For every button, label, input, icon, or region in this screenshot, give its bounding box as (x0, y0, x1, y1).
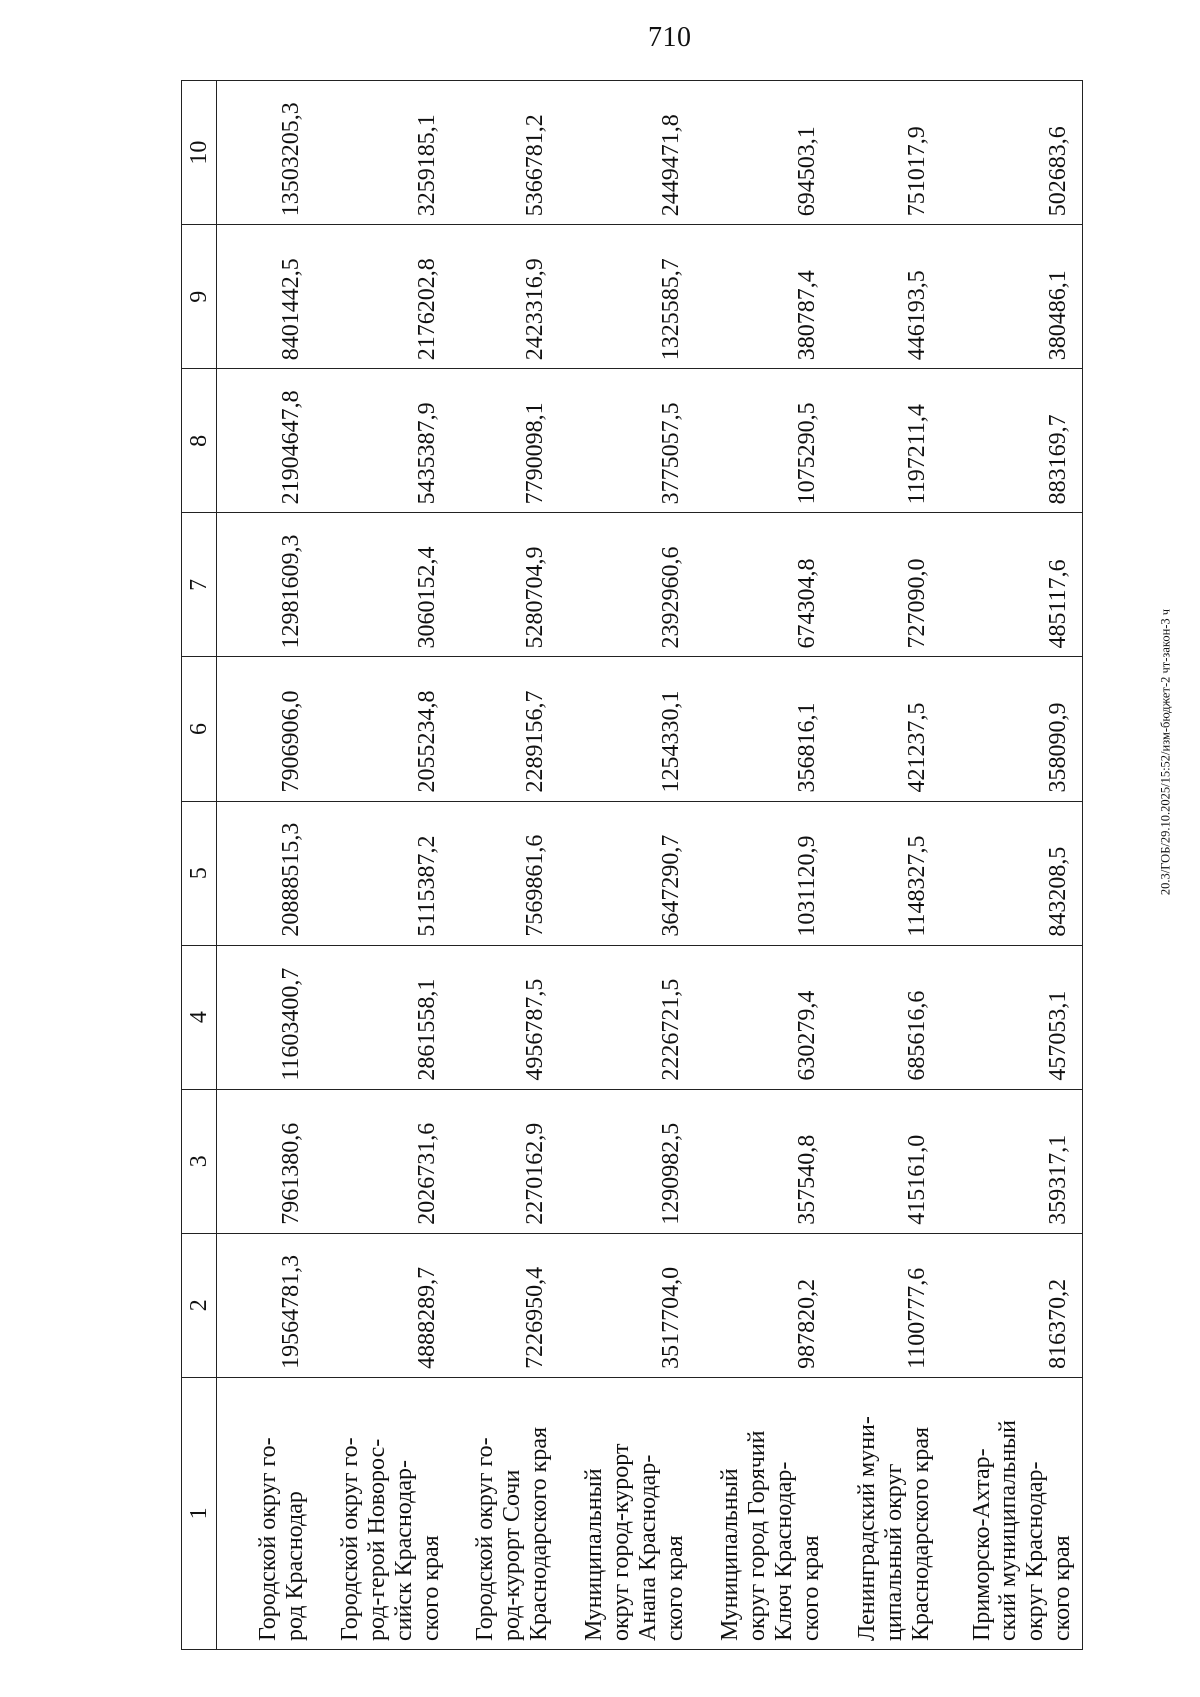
value-cell-col-9: 8401442,5 (217, 225, 315, 369)
value-cell-col-6: 1254330,1 (559, 657, 695, 801)
budget-table (181, 80, 1083, 1650)
municipality-name-line: ского края (1049, 1535, 1076, 1641)
value-cell-col-5: 3647290,7 (559, 801, 695, 945)
value-cell-col-10: 13503205,3 (217, 81, 315, 225)
municipality-name-line: род-курорт Сочи (498, 1469, 525, 1641)
value-cell-col-4: 2226721,5 (559, 945, 695, 1089)
value-cell-col-4: 457053,1 (941, 945, 1083, 1089)
table-row (559, 81, 695, 1650)
municipality-name-cell (941, 1377, 1083, 1649)
value-cell-col-6: 2289156,7 (451, 657, 559, 801)
value-cell-col-7: 674304,8 (695, 513, 831, 657)
value-cell-col-5: 1148327,5 (831, 801, 941, 945)
value-cell-col-9: 446193,5 (831, 225, 941, 369)
value-cell-col-2: 7226950,4 (451, 1233, 559, 1377)
value-cell-col-4: 4956787,5 (451, 945, 559, 1089)
municipality-name-line: округ город-курорт (607, 1443, 634, 1641)
municipality-name-line: ского края (661, 1535, 688, 1641)
municipality-name-line: Городской округ го- (471, 1437, 498, 1641)
municipality-name-line: Ленинградский муни- (853, 1416, 880, 1641)
value-cell-col-8: 3775057,5 (559, 369, 695, 513)
value-cell-col-9: 380486,1 (941, 225, 1083, 369)
value-cell-col-9: 380787,4 (695, 225, 831, 369)
column-header-1: 1 (182, 1377, 217, 1649)
value-cell-col-9: 1325585,7 (559, 225, 695, 369)
value-cell-col-8: 7790098,1 (451, 369, 559, 513)
value-cell-col-5: 843208,5 (941, 801, 1083, 945)
municipality-name-line: род Краснодар (281, 1491, 308, 1641)
table-row (831, 81, 941, 1650)
column-header-5: 5 (182, 801, 217, 945)
column-header-6: 6 (182, 657, 217, 801)
value-cell-col-3: 2026731,6 (315, 1089, 451, 1233)
value-cell-col-3: 1290982,5 (559, 1089, 695, 1233)
municipality-name-line: Городской округ го- (337, 1437, 363, 1641)
municipality-name-line: Городской округ го- (254, 1437, 281, 1641)
value-cell-col-6: 7906906,0 (217, 657, 315, 801)
value-cell-col-8: 883169,7 (941, 369, 1083, 513)
municipality-name-line: Муниципальный (581, 1468, 607, 1641)
value-cell-col-3: 357540,8 (695, 1089, 831, 1233)
value-cell-col-10: 2449471,8 (559, 81, 695, 225)
value-cell-col-9: 2176202,8 (315, 225, 451, 369)
value-cell-col-6: 2055234,8 (315, 657, 451, 801)
municipality-name-line: сийск Краснодар- (390, 1460, 417, 1641)
column-header-9: 9 (182, 225, 217, 369)
value-cell-col-7: 12981609,3 (217, 513, 315, 657)
value-cell-col-4: 630279,4 (695, 945, 831, 1089)
column-header-10: 10 (182, 81, 217, 225)
value-cell-col-2: 3517704,0 (559, 1233, 695, 1377)
value-cell-col-5: 7569861,6 (451, 801, 559, 945)
municipality-name-line: Краснодарского края (907, 1426, 934, 1641)
header-row (182, 81, 217, 1650)
municipality-name-line: Муниципальный (717, 1468, 743, 1641)
value-cell-col-9: 2423316,9 (451, 225, 559, 369)
value-cell-col-8: 1197211,4 (831, 369, 941, 513)
value-cell-col-8: 21904647,8 (217, 369, 315, 513)
table-container (181, 80, 1081, 1650)
column-header-7: 7 (182, 513, 217, 657)
municipality-name-line: Ключ Краснодар- (770, 1461, 797, 1641)
municipality-name-line: Приморско-Ахтар- (968, 1448, 995, 1641)
municipality-name-cell (315, 1377, 451, 1649)
value-cell-col-2: 987820,2 (695, 1233, 831, 1377)
municipality-name-line: род-герой Новорос- (363, 1438, 390, 1641)
value-cell-col-4: 11603400,7 (217, 945, 315, 1089)
value-cell-col-2: 4888289,7 (315, 1233, 451, 1377)
municipality-name-line: ципальный округ (880, 1463, 907, 1641)
value-cell-col-3: 2270162,9 (451, 1089, 559, 1233)
municipality-name-line: округ город Горячий (743, 1430, 770, 1641)
value-cell-col-8: 1075290,5 (695, 369, 831, 513)
document-code: 20.3/ГОБ/29.10.2025/15:52/изм-бюджет-2 чт-закон-3 ч (1158, 608, 1173, 896)
value-cell-col-7: 485117,6 (941, 513, 1083, 657)
municipality-name-line: ского края (417, 1535, 444, 1641)
municipality-name-cell (831, 1377, 941, 1649)
value-cell-col-10: 3259185,1 (315, 81, 451, 225)
municipality-name-cell (451, 1377, 559, 1649)
value-cell-col-7: 2392960,6 (559, 513, 695, 657)
value-cell-col-5: 20888515,3 (217, 801, 315, 945)
municipality-name-cell (695, 1377, 831, 1649)
value-cell-col-3: 7961380,6 (217, 1089, 315, 1233)
value-cell-col-6: 356816,1 (695, 657, 831, 801)
column-header-4: 4 (182, 945, 217, 1089)
table-body (217, 81, 1083, 1650)
value-cell-col-10: 751017,9 (831, 81, 941, 225)
column-header-2: 2 (182, 1233, 217, 1377)
municipality-name-cell (559, 1377, 695, 1649)
column-header-8: 8 (182, 369, 217, 513)
table-header (182, 81, 217, 1650)
table-row (695, 81, 831, 1650)
value-cell-col-7: 3060152,4 (315, 513, 451, 657)
value-cell-col-10: 502683,6 (941, 81, 1083, 225)
value-cell-col-3: 359317,1 (941, 1089, 1083, 1233)
value-cell-col-10: 694503,1 (695, 81, 831, 225)
value-cell-col-5: 5115387,2 (315, 801, 451, 945)
table-row (217, 81, 315, 1650)
value-cell-col-3: 415161,0 (831, 1089, 941, 1233)
value-cell-col-7: 727090,0 (831, 513, 941, 657)
value-cell-col-8: 5435387,9 (315, 369, 451, 513)
value-cell-col-4: 2861558,1 (315, 945, 451, 1089)
value-cell-col-6: 421237,5 (831, 657, 941, 801)
value-cell-col-6: 358090,9 (941, 657, 1083, 801)
table-row (451, 81, 559, 1650)
municipality-name-line: ского края (797, 1535, 824, 1641)
column-header-3: 3 (182, 1089, 217, 1233)
value-cell-col-5: 1031120,9 (695, 801, 831, 945)
value-cell-col-2: 1100777,6 (831, 1233, 941, 1377)
value-cell-col-10: 5366781,2 (451, 81, 559, 225)
value-cell-col-2: 816370,2 (941, 1233, 1083, 1377)
value-cell-col-2: 19564781,3 (217, 1233, 315, 1377)
municipality-name-line: Краснодарского края (525, 1426, 552, 1641)
municipality-name-line: округ Краснодар- (1022, 1461, 1049, 1641)
table-row (941, 81, 1083, 1650)
page-number: 710 (648, 22, 692, 53)
table-row (315, 81, 451, 1650)
value-cell-col-7: 5280704,9 (451, 513, 559, 657)
municipality-name-line: Анапа Краснодар- (634, 1454, 661, 1641)
municipality-name-line: ский муниципальный (995, 1419, 1022, 1641)
value-cell-col-4: 685616,6 (831, 945, 941, 1089)
municipality-name-cell (217, 1377, 315, 1649)
